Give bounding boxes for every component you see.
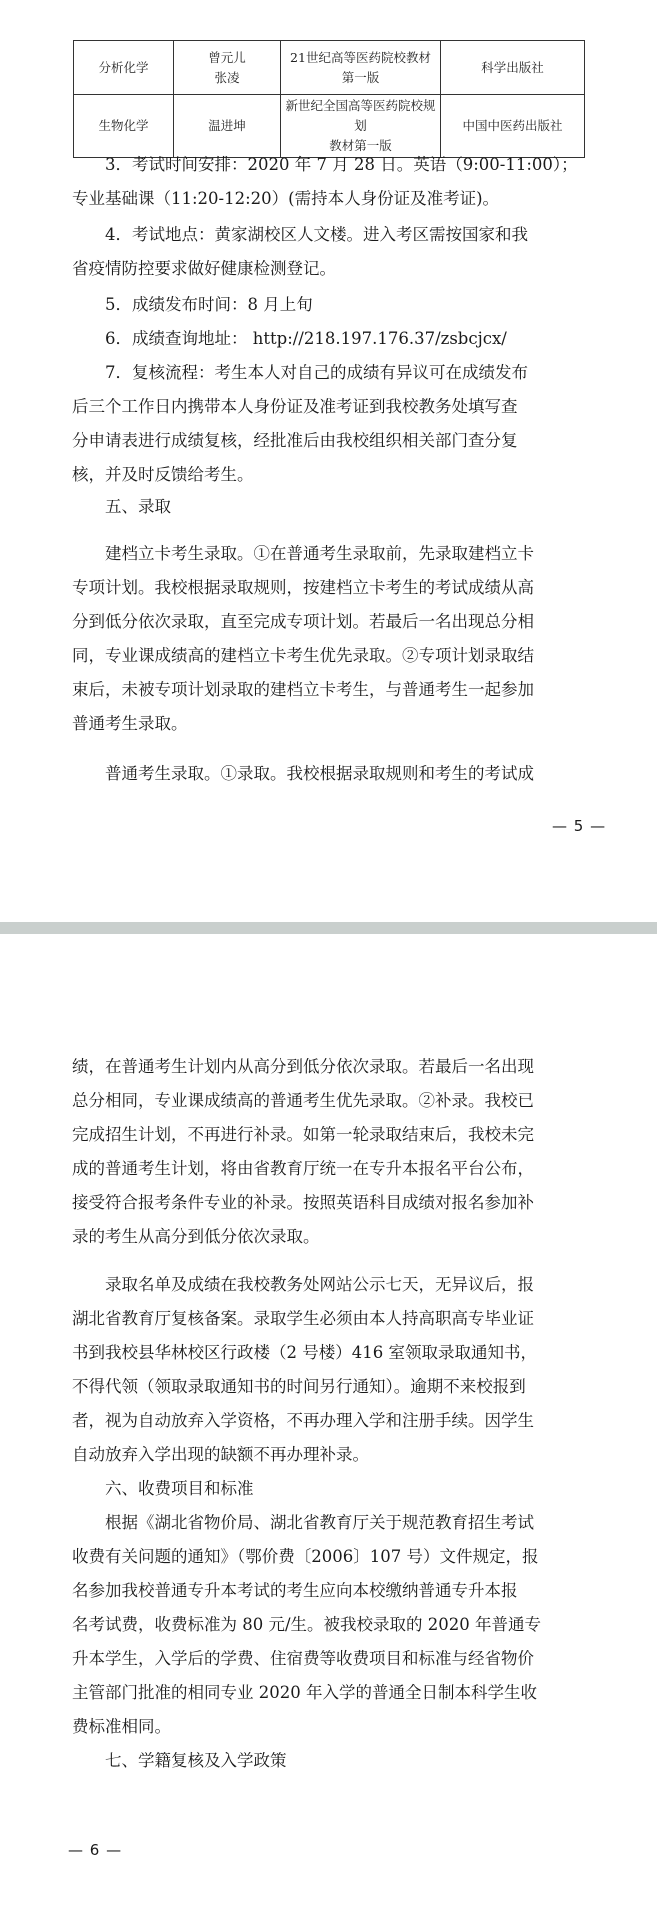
text-line: 分到低分依次录取，直至完成专项计划。若最后一名出现总分相 (72, 612, 534, 631)
text-line: 绩，在普通考生计划内从高分到低分依次录取。若最后一名出现 (72, 1057, 534, 1076)
author-cell (174, 41, 281, 95)
text-line: 升本学生，入学后的学费、住宿费等收费项目和标准与经省物价 (72, 1649, 534, 1668)
author-text: 曾元儿 (208, 49, 246, 65)
text-line: 湖北省教育厅复核备案。录取学生必须由本人持高职高专毕业证 (72, 1309, 534, 1328)
text-line: 成的普通考生计划，将由省教育厅统一在专升本报名平台公布， (72, 1159, 534, 1178)
result-query-url: 6．成绩查询地址： http://218.197.176.37/zsbcjcx/ (105, 329, 507, 348)
admission-list-paragraph (72, 1268, 602, 1472)
page-number: — 5 — (552, 817, 607, 835)
text-line: 费标准相同。 (72, 1717, 171, 1736)
section-heading-status-review (72, 1744, 602, 1778)
fee-paragraph (72, 1506, 602, 1744)
text-line: 专业基础课（11:20-12:20）(需持本人身份证及准考证)。 (72, 189, 500, 208)
text-line: 专项计划。我校根据录取规则，按建档立卡考生的考试成绩从高 (72, 578, 534, 597)
text-line: 3．考试时间安排：2020 年 7 月 28 日。英语（9:00-11:00）； (105, 155, 578, 174)
text-line: 接受符合报考条件专业的补录。按照英语科目成绩对报名参加补 (72, 1193, 534, 1212)
page-6 (0, 934, 657, 1916)
page-separator (0, 922, 657, 934)
text-line: 名考试费，收费标准为 80 元/生。被我校录取的 2020 年普通专 (72, 1615, 542, 1634)
text-line: 收费有关问题的通知》（鄂价费〔2006〕107 号）文件规定，报 (72, 1547, 539, 1566)
subject-text: 生物化学 (98, 118, 149, 133)
text-line: 4．考试地点：黄家湖校区人文楼。进入考区需按国家和我 (105, 225, 528, 244)
section-heading-fees (72, 1472, 602, 1506)
registered-poor-admission-paragraph (72, 537, 602, 741)
text-line: 者，视为自动放弃入学资格，不再办理入学和注册手续。因学生 (72, 1411, 534, 1430)
subject-text: 分析化学 (98, 59, 149, 75)
text-line: 主管部门批准的相同专业 2020 年入学的普通全日制本科学生收 (72, 1683, 537, 1702)
text-line: 省疫情防控要求做好健康检测登记。 (72, 259, 336, 278)
result-time-paragraph (72, 288, 602, 322)
text-line: 分申请表进行成绩复核，经批准后由我校组织相关部门查分复 (72, 431, 518, 450)
book-text: 新世纪全国高等医药院校规划 (285, 98, 436, 133)
author-text: 张凌 (214, 69, 240, 85)
text-line: 后三个工作日内携带本人身份证及准考证到我校教务处填写查 (72, 397, 518, 416)
page-number: — 6 — (68, 1841, 123, 1859)
table-row (74, 41, 585, 95)
regular-admission-continued-paragraph (72, 1050, 602, 1254)
text-line: 录取名单及成绩在我校教务处网站公示七天，无异议后，报 (105, 1275, 534, 1294)
exam-location-paragraph (72, 218, 602, 286)
review-process-paragraph (72, 356, 602, 492)
text-line: 自动放弃入学出现的缺额不再办理补录。 (72, 1445, 369, 1464)
author-text: 温进坤 (208, 118, 246, 133)
publisher-text: 科学出版社 (481, 59, 544, 75)
text-line: 5．成绩发布时间：8 月上旬 (105, 295, 313, 314)
text-line: 总分相同，专业课成绩高的普通考生优先录取。②补录。我校已 (72, 1091, 534, 1110)
section-title: 六、收费项目和标准 (105, 1479, 254, 1498)
text-line: 完成招生计划，不再进行补录。如第一轮录取结束后，我校未完 (72, 1125, 534, 1144)
text-line: 束后，未被专项计划录取的建档立卡考生，与普通考生一起参加 (72, 680, 534, 699)
page-5 (0, 0, 657, 922)
text-line: 名参加我校普通专升本考试的考生应向本校缴纳普通专升本报 (72, 1581, 518, 1600)
text-line: 核，并及时反馈给考生。 (72, 465, 254, 484)
section-title: 七、学籍复核及入学政策 (105, 1751, 287, 1770)
regular-admission-paragraph (72, 757, 602, 791)
section-heading-admission (72, 490, 602, 524)
result-url-paragraph (72, 322, 602, 356)
book-text: 第一版 (341, 69, 380, 85)
text-line: 普通考生录取。①录取。我校根据录取规则和考生的考试成 (105, 764, 534, 783)
subject-cell (74, 41, 174, 95)
book-text: 21世纪高等医药院校教材 (290, 49, 431, 65)
text-line: 同，专业课成绩高的建档立卡考生优先录取。②专项计划录取结 (72, 646, 534, 665)
text-line: 不得代领（领取录取通知书的时间另行通知）。逾期不来校报到 (72, 1377, 526, 1396)
text-line: 书到我校县华林校区行政楼（2 号楼）416 室领取录取通知书， (72, 1343, 537, 1362)
section-title: 五、录取 (105, 497, 171, 516)
textbook-table (73, 40, 585, 158)
exam-time-paragraph (72, 148, 602, 216)
text-line: 录的考生从高分到低分依次录取。 (72, 1227, 320, 1246)
text-line: 7．复核流程：考生本人对自己的成绩有异议可在成绩发布 (105, 363, 528, 382)
text-line: 建档立卡考生录取。①在普通考生录取前，先录取建档立卡 (105, 544, 534, 563)
book-cell (281, 41, 441, 95)
publisher-text: 中国中医药出版社 (462, 118, 563, 133)
book-text: 教材第一版 (329, 138, 392, 153)
publisher-cell (441, 41, 585, 95)
text-line: 根据《湖北省物价局、湖北省教育厅关于规范教育招生考试 (105, 1513, 534, 1532)
text-line: 普通考生录取。 (72, 714, 188, 733)
